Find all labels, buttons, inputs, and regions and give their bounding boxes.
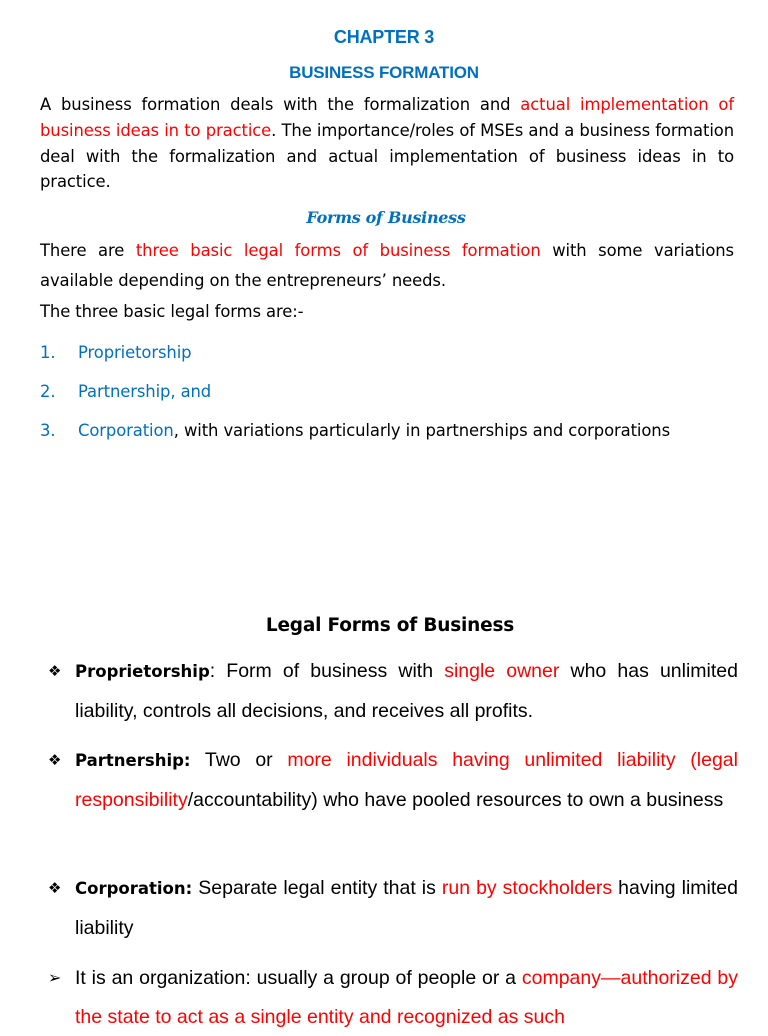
- arrow-bullet-icon: ➢: [48, 968, 62, 987]
- list-item-text: [78, 382, 211, 401]
- diamond-bullet-icon: ❖: [48, 751, 62, 769]
- list-item-number: 3.: [40, 421, 56, 440]
- bullet-text: [75, 869, 738, 947]
- bullet-text: [75, 959, 738, 1036]
- forms-of-business-heading: Forms of Business: [306, 208, 466, 227]
- list-item: [40, 343, 740, 382]
- forms-intro-paragraph: [40, 236, 734, 296]
- diamond-bullet-icon: ❖: [48, 662, 62, 680]
- intro-text-2: . The importance/roles of MSEs and a business formation deal with the formalization and actual implementation of business ideas in to practice.: [40, 120, 734, 192]
- bullet-text: [75, 652, 738, 730]
- list-item-text: [78, 421, 670, 440]
- forms-intro-text-2: with some variations available depending on the entrepreneurs’ needs.: [40, 241, 734, 290]
- intro-text-1: A business formation deals with the formalization and: [40, 95, 521, 114]
- list-item: [40, 382, 740, 421]
- chapter-number: CHAPTER 3: [333, 27, 435, 47]
- forms-intro-highlight: three basic legal forms of business formation: [135, 241, 541, 260]
- forms-list-intro: The three basic legal forms are:-: [40, 302, 304, 321]
- bullet-text-part: Separate legal entity that is: [192, 877, 442, 899]
- list-item-number: 1.: [40, 343, 56, 362]
- chapter-title: BUSINESS FORMATION: [289, 63, 479, 82]
- list-item-label: Corporation: [78, 421, 174, 440]
- list-item: [40, 421, 740, 460]
- bullet-term: Proprietorship: [75, 662, 210, 681]
- bullet-text-part: having limited liability: [75, 877, 738, 939]
- diamond-bullet-icon: ❖: [48, 879, 62, 897]
- forms-numbered-list: [40, 343, 740, 460]
- bullet-highlight: company—authorized by the state to act as a single entity and recognized as such: [75, 967, 738, 1028]
- bullet-highlight: more individuals having unlimited liability (legal responsibility: [75, 749, 738, 811]
- bullet-partnership: [48, 741, 738, 819]
- list-item-label: Proprietorship: [78, 343, 192, 362]
- list-item-rest: , with variations particularly in partnerships and corporations: [173, 421, 671, 440]
- intro-paragraph: [40, 92, 734, 195]
- bullet-organization: [48, 959, 738, 1036]
- intro-highlight: actual implementation of business ideas in to practice: [40, 95, 734, 140]
- bullet-term: Partnership:: [75, 751, 191, 770]
- bullet-proprietorship: [48, 652, 738, 730]
- bullet-term: Corporation:: [75, 879, 193, 898]
- list-item-text: [78, 343, 191, 362]
- bullet-text-part: Two or: [190, 749, 288, 771]
- bullet-highlight: run by stockholders: [441, 877, 613, 899]
- forms-intro-text-1: There are: [40, 241, 136, 260]
- bullet-text-part: : Form of business with: [209, 660, 445, 682]
- bullet-text-part: /accountability) who have pooled resources to own a business: [187, 788, 724, 811]
- list-item-number: 2.: [40, 382, 56, 401]
- bullet-text: [75, 741, 738, 819]
- bullet-highlight: single owner: [444, 660, 560, 682]
- list-item-label: Partnership, and: [78, 382, 212, 401]
- bullet-text-part: It is an organization: usually a group of people or a: [75, 967, 522, 989]
- legal-forms-heading: Legal Forms of Business: [265, 615, 515, 636]
- bullet-text-part: who has unlimited liability, controls all decisions, and receives all profits.: [75, 660, 738, 722]
- bullet-corporation: [48, 869, 738, 947]
